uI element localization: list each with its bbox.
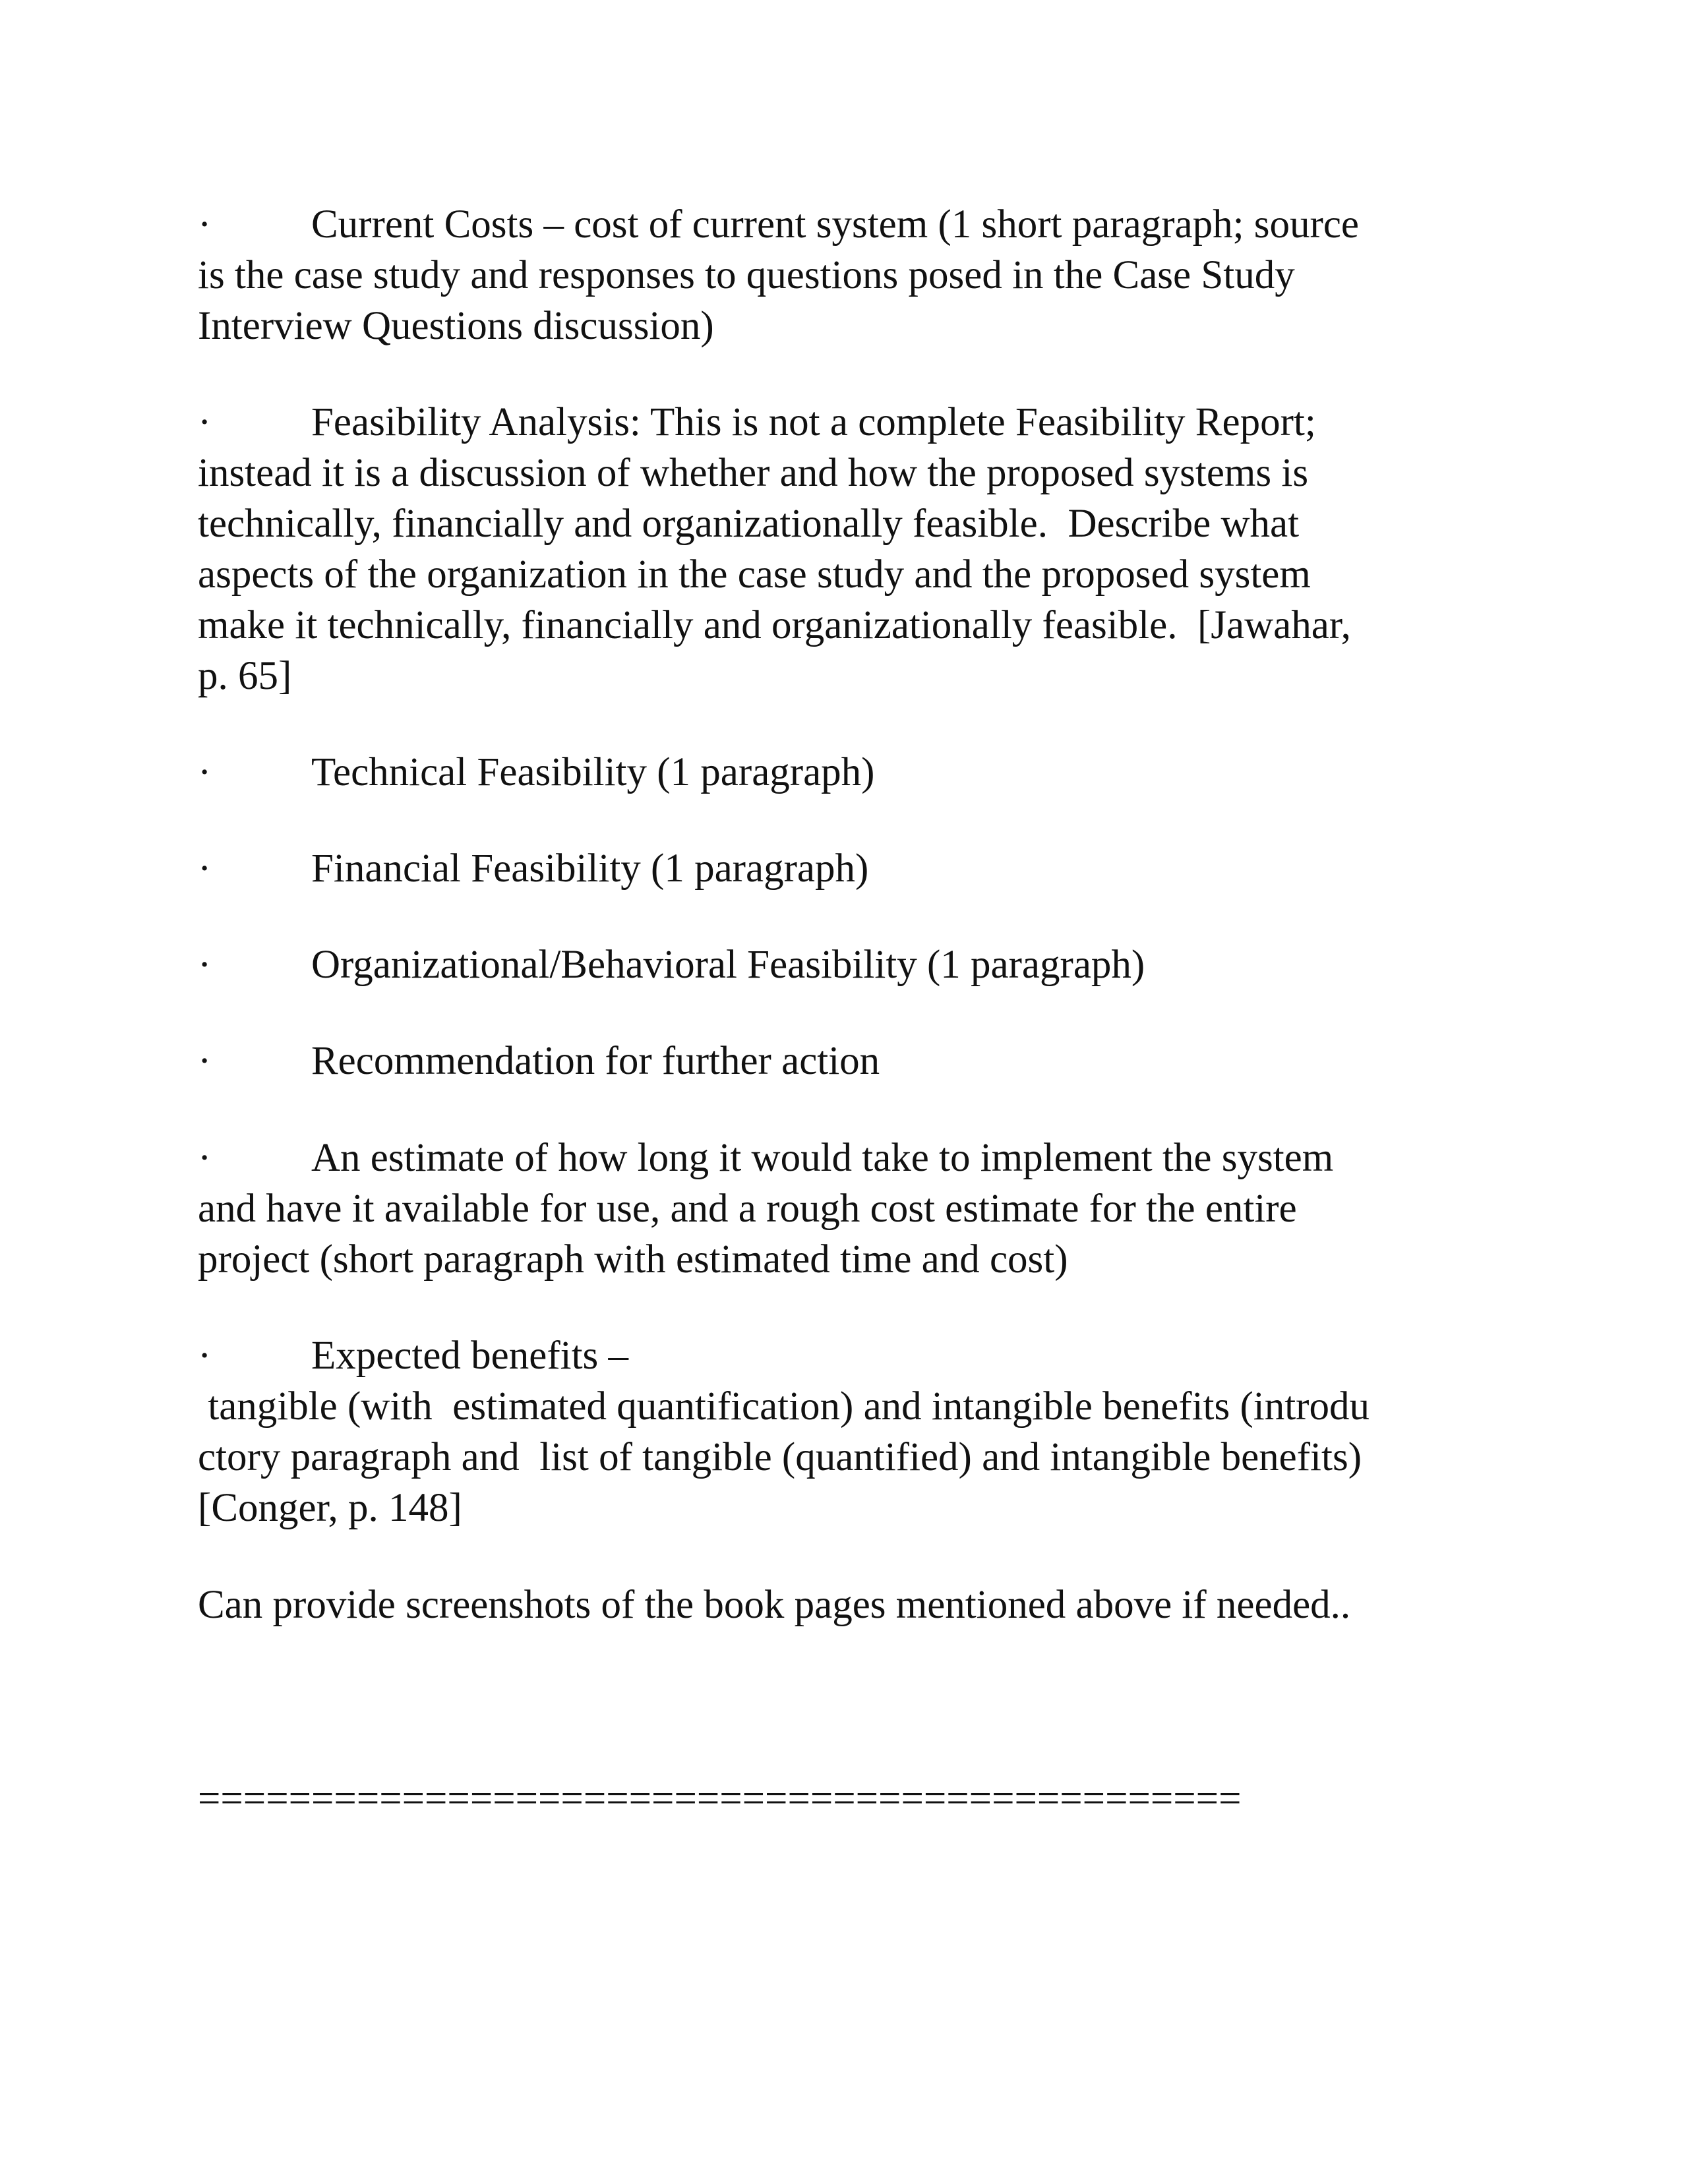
bullet-line-feasibility-analysis xyxy=(198,397,1316,448)
bullet-marker: · xyxy=(198,943,212,987)
feasibility-analysis-line-2: instead it is a discussion of whether and how the proposed systems is xyxy=(198,451,1309,495)
bullet-marker: · xyxy=(198,1136,212,1180)
expected-benefits-line-3: ctory paragraph and list of tangible (quantified) and intangible benefits) xyxy=(198,1435,1362,1479)
separator-line: ============================================== xyxy=(198,1777,1242,1821)
feasibility-analysis-line-6: p. 65] xyxy=(198,654,292,698)
bullet-line-financial-feasibility xyxy=(198,843,868,894)
bullet-line-recommendation xyxy=(198,1036,880,1086)
bullet-marker: · xyxy=(198,846,212,891)
bullet-marker: · xyxy=(198,750,212,794)
expected-benefits-line-2: tangible (with estimated quantification) and intangible benefits (introdu xyxy=(198,1384,1370,1429)
bullet-line-organizational-feasibility xyxy=(198,939,1145,990)
expected-benefits-line-1: Expected benefits – xyxy=(311,1334,629,1378)
bullet-line-estimate xyxy=(198,1133,1333,1183)
closing-note: Can provide screenshots of the book pages mentioned above if needed.. xyxy=(198,1583,1351,1627)
feasibility-analysis-line-1: Feasibility Analysis: This is not a complete Feasibility Report; xyxy=(311,400,1316,444)
current-costs-line-1: Current Costs – cost of current system (1 short paragraph; source xyxy=(311,202,1360,247)
estimate-line-3: project (short paragraph with estimated time and cost) xyxy=(198,1237,1068,1282)
current-costs-line-3: Interview Questions discussion) xyxy=(198,304,714,348)
feasibility-analysis-line-3: technically, financially and organizationally feasible. Describe what xyxy=(198,502,1300,546)
recommendation-text: Recommendation for further action xyxy=(311,1039,880,1083)
current-costs-line-2: is the case study and responses to questions posed in the Case Study xyxy=(198,253,1295,297)
feasibility-analysis-line-4: aspects of the organization in the case study and the proposed system xyxy=(198,552,1311,597)
financial-feasibility-text: Financial Feasibility (1 paragraph) xyxy=(311,846,869,891)
expected-benefits-line-4: [Conger, p. 148] xyxy=(198,1486,462,1530)
technical-feasibility-text: Technical Feasibility (1 paragraph) xyxy=(311,750,875,794)
feasibility-analysis-line-5: make it technically, financially and organizationally feasible. [Jawahar, xyxy=(198,603,1351,647)
bullet-marker: · xyxy=(198,1039,212,1083)
estimate-line-2: and have it available for use, and a rough cost estimate for the entire xyxy=(198,1187,1297,1231)
bullet-marker: · xyxy=(198,202,212,247)
estimate-line-1: An estimate of how long it would take to implement the system xyxy=(311,1136,1334,1180)
organizational-feasibility-text: Organizational/Behavioral Feasibility (1 paragraph) xyxy=(311,943,1145,987)
bullet-marker: · xyxy=(198,400,212,444)
bullet-line-current-costs xyxy=(198,199,1359,250)
bullet-marker: · xyxy=(198,1334,212,1378)
bullet-line-expected-benefits xyxy=(198,1330,628,1381)
bullet-line-technical-feasibility xyxy=(198,747,874,798)
